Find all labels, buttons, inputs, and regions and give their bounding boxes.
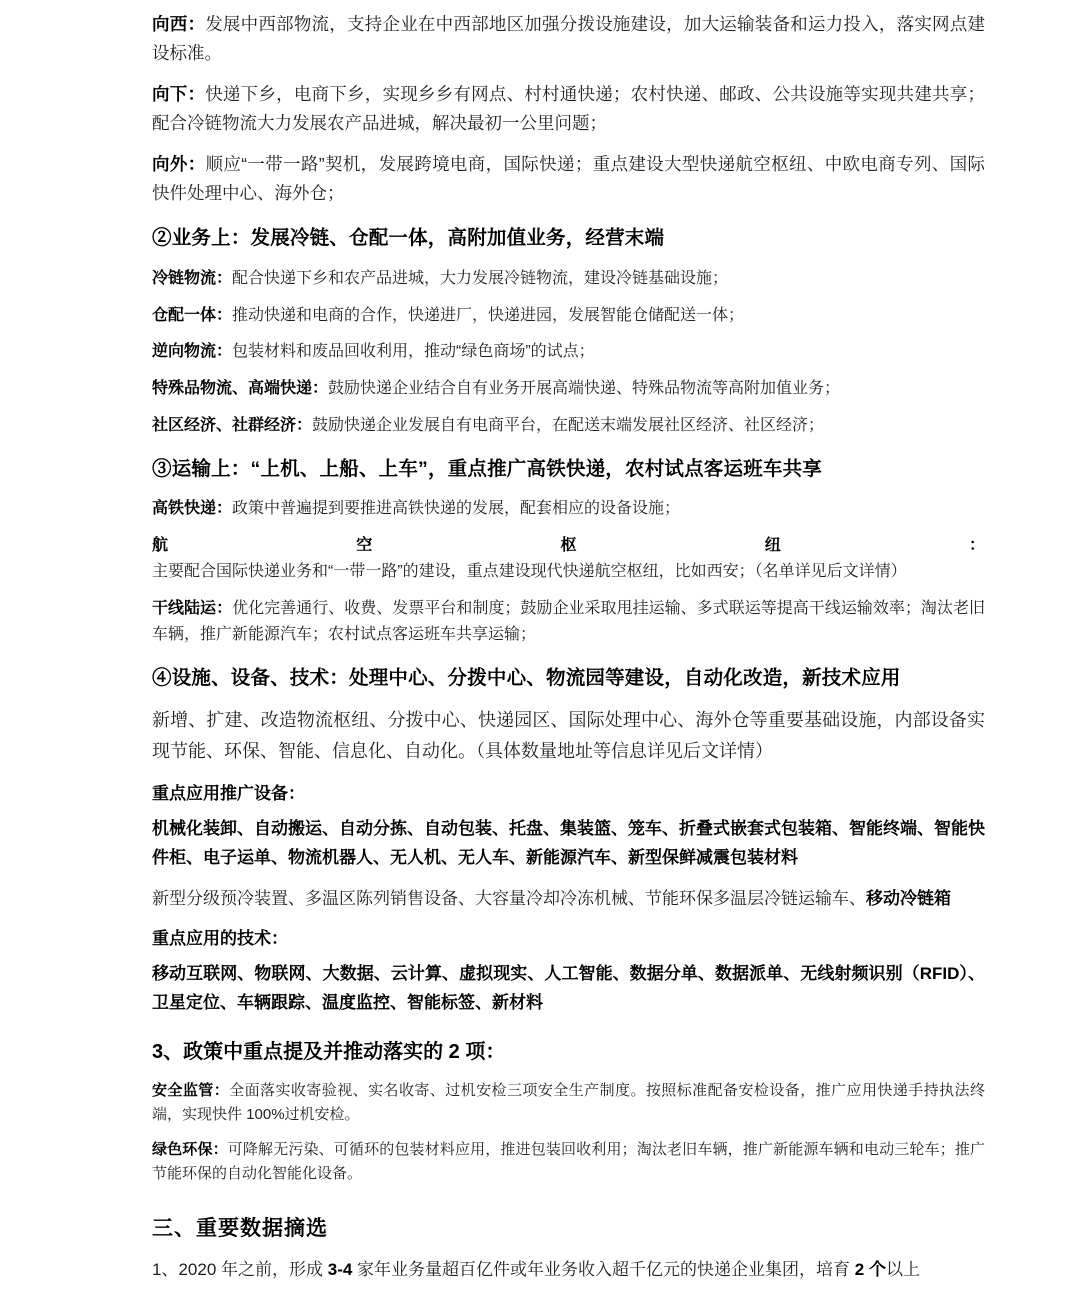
- equipment-secondary-normal: 新型分级预冷装置、多温区陈列销售设备、大容量冷却冷冻机械、节能环保多温层冷链运输车、: [152, 888, 866, 908]
- equipment-label: 重点应用推广设备：: [152, 784, 305, 804]
- tech-label: 重点应用的技术：: [152, 928, 288, 948]
- item-text: 推动快递和电商的合作，快递进厂，快递进园，发展智能仓储配送一体；: [232, 306, 745, 324]
- policy-item: [152, 1079, 985, 1127]
- paragraph-lead: 向外：: [152, 153, 206, 174]
- paragraph-text: 顺应“一带一路”契机，发展跨境电商，国际快递；重点建设大型快递航空枢纽、中欧电商专列、国际快件处理中心、海外仓；: [152, 153, 985, 203]
- last-line-part1: 1、2020 年之前，形成: [152, 1260, 328, 1280]
- item-text: 鼓励快递企业结合自有业务开展高端快递、特殊品物流等高附加值业务；: [328, 380, 841, 398]
- item-text: 政策中普遍提到要推进高铁快递的发展，配套相应的设备设施；: [232, 500, 681, 518]
- paragraph-xiangxia: [152, 80, 985, 139]
- equipment-secondary-bold: 移动冷链箱: [866, 888, 951, 908]
- item-lead: 仓配一体：: [152, 306, 233, 324]
- paragraph-text: 发展中西部物流，支持企业在中西部地区加强分拨设施建设，加大运输装备和运力投入，落实网点建设标准。: [152, 14, 985, 64]
- transport-item: [152, 596, 985, 648]
- paragraph-xiangxi: [152, 10, 985, 69]
- business-item: [152, 303, 985, 329]
- paragraph-lead: 向西：: [152, 14, 206, 34]
- heading-facility: ④设施、设备、技术：处理中心、分拨中心、物流园等建设，自动化改造，新技术应用: [152, 666, 901, 689]
- last-line-bold1: 3-4: [327, 1260, 353, 1280]
- item-lead: 冷链物流：: [152, 269, 233, 287]
- equipment-list-secondary: [152, 884, 985, 913]
- paragraph-text: 快递下乡，电商下乡，实现乡乡有网点、村村通快递；农村快递、邮政、公共设施等实现共建共享；配合冷链物流大力发展农产品进城，解决最初一公里问题；: [152, 83, 985, 134]
- item-lead: 安全监管：: [152, 1082, 230, 1100]
- paragraph-lead: 向下：: [152, 83, 206, 104]
- transport-item: [152, 533, 985, 585]
- item-text: 全面落实收寄验视、实名收寄、过机安检三项安全生产制度。按照标准配备安检设备，推广应用快递手持执法终端，实现快件 100%过机安检。: [152, 1082, 985, 1124]
- item-lead: 社区经济、社群经济：: [152, 417, 313, 435]
- item-lead: 航空枢纽：: [152, 537, 985, 555]
- item-text: 主要配合国际快递业务和“一带一路”的建设，重点建设现代快递航空枢纽，比如西安；（名单详见后文详情）: [152, 563, 907, 581]
- item-lead: 高铁快递：: [152, 500, 233, 518]
- item-text: 可降解无污染、可循环的包装材料应用，推进包装回收利用；淘汰老旧车辆，推广新能源车辆和电动三轮车；推广节能环保的自动化智能化设备。: [152, 1141, 985, 1183]
- policy-item: [152, 1138, 985, 1186]
- item-lead: 逆向物流：: [152, 343, 233, 361]
- last-line-bold2: 2 个: [854, 1260, 886, 1280]
- last-line-part2: 家年业务量超百亿件或年业务收入超千亿元的快递企业集团，培育: [352, 1260, 855, 1280]
- business-item: [152, 413, 985, 439]
- item-text: 配合快递下乡和农产品进城，大力发展冷链物流，建设冷链基础设施；: [232, 269, 729, 287]
- paragraph-xiangwai: [152, 150, 985, 209]
- tech-list: 移动互联网、物联网、大数据、云计算、虚拟现实、人工智能、数据分单、数据派单、无线射频识别（RFID）、卫星定位、车辆跟踪、温度监控、智能标签、新材料: [152, 963, 985, 1012]
- business-item: [152, 339, 985, 365]
- facility-paragraph: 新增、扩建、改造物流枢纽、分拨中心、快递园区、国际处理中心、海外仓等重要基础设施，内部设备实现节能、环保、智能、信息化、自动化。（具体数量地址等信息详见后文详情）: [152, 710, 985, 762]
- item-text: 鼓励快递企业发展自有电商平台，在配送末端发展社区经济、社区经济；: [312, 417, 825, 435]
- business-item: [152, 376, 985, 402]
- equipment-list-primary: 机械化装卸、自动搬运、自动分拣、自动包装、托盘、集装篮、笼车、折叠式嵌套式包装箱、智能终端、智能快件柜、电子运单、物流机器人、无人机、无人车、新能源汽车、新型保鲜减震包装材料: [152, 819, 985, 868]
- item-lead: 干线陆运：: [152, 600, 233, 618]
- transport-item: [152, 496, 985, 522]
- heading-policy: 3、政策中重点提及并推动落实的 2 项：: [152, 1041, 506, 1064]
- heading-transport: ③运输上：“上机、上船、上车”，重点推广高铁快递，农村试点客运班车共享: [152, 458, 823, 481]
- item-lead: 特殊品物流、高端快递：: [152, 380, 329, 398]
- business-item: [152, 266, 985, 292]
- data-highlight-line: [152, 1256, 985, 1285]
- item-text: 包装材料和废品回收利用，推动“绿色商场”的试点；: [232, 343, 595, 361]
- heading-business: ②业务上：发展冷链、仓配一体，高附加值业务，经营末端: [152, 227, 665, 250]
- item-text: 优化完善通行、收费、发票平台和制度；鼓励企业采取甩挂运输、多式联运等提高干线运输效率；淘汰老旧车辆，推广新能源汽车；农村试点客运班车共享运输；: [152, 600, 985, 643]
- item-lead: 绿色环保：: [152, 1141, 228, 1159]
- section-title-three: 三、重要数据摘选: [152, 1217, 328, 1241]
- last-line-part3: 以上: [885, 1260, 920, 1280]
